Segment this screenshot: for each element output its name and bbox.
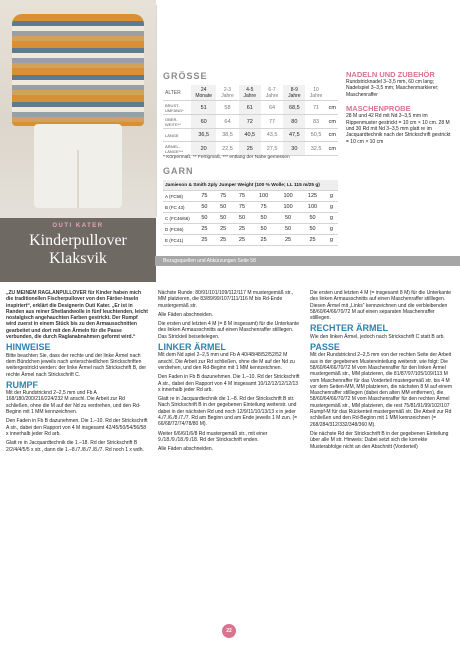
row-label: ÄRMEL-LÄNGE***	[163, 142, 191, 156]
row-label: E (FC41)	[163, 235, 195, 246]
unit-col	[327, 85, 338, 101]
table-cell: 25	[300, 235, 324, 246]
reference-bar: Bezugsquellen und Abkürzungen Seite 58	[155, 256, 460, 266]
size-col-4: 6-7 Jahre	[261, 85, 283, 101]
unit-cell: cm	[327, 129, 338, 142]
text-column-2	[158, 290, 300, 456]
materials-column	[346, 70, 454, 145]
table-cell: 50	[214, 213, 233, 224]
unit-cell: g	[325, 235, 338, 246]
table-cell: 27,5	[261, 142, 283, 156]
linker-aermel-heading: LINKER ÄRMEL	[158, 342, 226, 353]
groesse-heading: GRÖSSE	[163, 71, 208, 81]
table-cell: 60	[191, 115, 216, 129]
table-cell: 72	[239, 115, 261, 129]
text-column-1	[6, 290, 148, 456]
sweater-photo	[0, 0, 156, 218]
size-col-5: 8-9 Jahre	[283, 85, 305, 101]
table-cell: 25	[214, 235, 233, 246]
size-footnote: * Körpermaß, ** Fertigmaß, *** entlang der Nahe gemessen	[163, 155, 290, 160]
table-cell: 50	[276, 224, 300, 235]
row-label: OBER-WEITE**	[163, 115, 191, 129]
table-row	[163, 115, 338, 129]
paragraph: Glatt re in Jacquardtechnik die 1.–8. Rd der Strickschrift B str. Nach Strickschrift B in der gegebenen Einteilung weiterstr. und dabei in der nächsten Rd und noch 12/9/11/10/13/13 x in jeder 4./7./6./8./7./7. Rd am Beginn und am Ende jeweils 1 M zun. (= 66/68/72/74/78/80 M).	[158, 396, 298, 428]
table-cell: 30	[283, 142, 305, 156]
table-cell: 50	[300, 213, 324, 224]
table-cell: 68,5	[283, 101, 305, 115]
paragraph: Den Faden in Fb B dazunehmen. Die 1.–10. Rd der Strickschrift A str., dabei den Rapport von 4 M insgesamt 42/45/50/54/56/58 x innerhalb jeder Rd arb.	[6, 418, 148, 437]
table-cell: 50	[195, 202, 214, 213]
text-column-3	[310, 290, 454, 453]
table-cell: 71	[305, 101, 326, 115]
sweater-image	[12, 14, 144, 126]
table-row	[163, 101, 338, 115]
table-cell: 75	[214, 191, 233, 202]
table-cell: 80	[283, 115, 305, 129]
pattern-title	[0, 232, 156, 268]
paragraph: Alle Fäden abschneiden.	[158, 446, 214, 453]
table-cell: 25	[195, 235, 214, 246]
yarn-table	[163, 180, 338, 246]
unit-cell: cm	[327, 101, 338, 115]
yarn-name-row	[163, 180, 338, 191]
unit-cell: cm	[327, 142, 338, 156]
unit-cell: g	[325, 224, 338, 235]
title-line-1: Kinderpullover	[29, 232, 127, 249]
table-cell: 50	[195, 213, 214, 224]
table-cell: 51	[191, 101, 216, 115]
row-label: LÄNGE	[163, 129, 191, 142]
unit-cell: cm	[327, 115, 338, 129]
table-row	[163, 191, 338, 202]
table-cell: 77	[261, 115, 283, 129]
table-cell: 100	[300, 202, 324, 213]
table-cell: 50	[251, 213, 275, 224]
table-cell: 25	[233, 235, 252, 246]
size-table-header	[163, 85, 338, 101]
table-cell: 50	[276, 213, 300, 224]
title-line-2: Klaksvik	[49, 250, 107, 267]
table-cell: 58	[216, 101, 238, 115]
size-col-3: 4-5 Jahre	[239, 85, 261, 101]
paragraph: Mit der Rundstricknd 2–2,5 mm von der rechten Seite der Arbeit aus in der gegebenen Mustereinteilung weiterstr. wie folgt: Die 58/60/64/66/70/72 M vom Maschenraffer für den linken Ärmel mustergemäß str., MM platzieren, die 81/87/97/105/109/113 M vom Maschenraffer für das Vorderteil mustergemäß str. bis 4 M vor dem Seiten-MM, MM platzieren, die nächsten 8 M auf einem Maschenraffer stilllegen (dabei den alten MM entfernen), die 58/60/64/66/70/72 M vom Maschenraffer für den rechten Ärmel mustergemäß str., MM platzieren, die rest 75/81/91/99/102/107 Rumpf-M für das Rückenteil mustergemäß str. Die Arbeit zur Rd schließen und den Rd-Beginn mit 1 MM kennzeichnen (= 268/284/312/332/348/360 M).	[310, 352, 453, 428]
table-cell: 100	[276, 191, 300, 202]
table-cell: 100	[251, 191, 275, 202]
row-label: B (FC 43)	[163, 202, 195, 213]
table-cell: 50	[251, 224, 275, 235]
pants-leg-divider	[77, 150, 79, 208]
nadeln-text: Rundstricknadel 3–3,5 mm, 60 cm lang; Nadelspiel 3–3,5 mm; Maschenmarkierer; Maschenraffer	[346, 79, 439, 98]
maschenprobe-heading: MASCHENPROBE	[346, 104, 411, 114]
table-cell: 75	[195, 191, 214, 202]
table-cell: 43,5	[261, 129, 283, 142]
intro-paragraph: „ZU MEINEM RAGLANPULLOVER für Kinder haben mich die traditionellen Fischerpullover von den Färöer-Inseln inspiriert“, erklärt die Designerin Outi Kater. „Er ist in Randen aus reiner Shetlandwolle in fünf leuchtenden, leicht nostalgisch angehauchten Farben gestrickt. Der Rumpf wird zuerst in einem Stück bis zu den Armausschnitten gearbeitet und dort mit den Ärmeln für die Passe verbunden, die durch Raglanabnahmen geformt wird.“	[6, 290, 148, 341]
table-cell: 64	[216, 115, 238, 129]
passe-heading: PASSE	[310, 342, 340, 353]
size-col-1: 24 Monate	[191, 85, 216, 101]
table-cell: 75	[233, 202, 252, 213]
size-table	[163, 85, 338, 156]
garn-heading: GARN	[163, 166, 194, 176]
table-row	[163, 224, 338, 235]
designer-name: OUTI KATER	[52, 223, 104, 229]
table-cell: 100	[276, 202, 300, 213]
size-col-2: 2-3 Jahre	[216, 85, 238, 101]
size-col-6: 10 Jahre	[305, 85, 326, 101]
table-cell: 83	[305, 115, 326, 129]
paragraph: Die nächste Rd der Strickschrift B in der gegebenen Einteilung über alle M str. Hinweis: Dabei setzt sich die korrekte Musterabfolge nicht an den Abschnitt (Vorderteil)	[310, 430, 449, 450]
rumpf-heading: RUMPF	[6, 379, 38, 390]
row-label: A (FC58)	[163, 191, 195, 202]
table-cell: 75	[251, 202, 275, 213]
yarn-name: Jamieson & Smith 2ply Jumper Weight (100 % Wolle; LL 115 m/25 g)	[163, 180, 338, 191]
table-cell: 75	[233, 191, 252, 202]
table-cell: 36,5	[191, 129, 216, 142]
table-cell: 25	[195, 224, 214, 235]
rechter-aermel-heading: RECHTER ÄRMEL	[310, 323, 388, 334]
row-label: BRUST-UMFANG*	[163, 101, 191, 115]
paragraph: Die ersten und letzten 4 M (= 8 M insgesamt) für die Unterkante des linken Armausschnitts auf einen Maschenraffer stilllegen. Das Strickteil beiseitelegen.	[158, 321, 300, 340]
hinweise-heading: HINWEISE	[6, 342, 51, 353]
table-cell: 20	[191, 142, 216, 156]
paragraph: Mit dem Nd spiel 2–2,5 mm und Fb A 40/48/48/52/52/52 M anschl. Die Arbeit zur Rd schließen, ohne die M auf der Nd zu verdrehen, und den Rd-Beginn mit 1 MM kennzeichnen.	[158, 352, 295, 371]
column-divider	[156, 5, 157, 217]
table-cell: 50	[214, 202, 233, 213]
unit-cell: g	[325, 202, 338, 213]
paragraph: Weiter 6/6/6/1/6/8 Rd mustergemäß str., mit einer 9./18./9./18./9./18. Rd der Strickschrift enden.	[158, 430, 268, 443]
table-row	[163, 213, 338, 224]
title-box	[0, 218, 156, 282]
table-row	[163, 235, 338, 246]
paragraph: Alle Fäden abschneiden.	[158, 311, 214, 318]
table-cell: 22,5	[216, 142, 238, 156]
table-cell: 61	[239, 101, 261, 115]
table-cell: 50	[233, 213, 252, 224]
age-label: ALTER	[163, 85, 191, 101]
unit-cell: g	[325, 191, 338, 202]
nadeln-heading: NADELN UND ZUBEHÖR	[346, 70, 435, 79]
paragraph: Glatt re in Jacquardtechnik die 1.–18. Rd der Strickschrift B 2/2/4/4/5/5 x str., dann die 1.–8./7./8./7./8./7. Rd noch 1 x wdh.	[6, 440, 144, 453]
table-cell: 32,5	[305, 142, 326, 156]
maschenprobe-text: 28 M und 42 Rd mit Nd 3–3,5 mm im Rippenmuster gestrickt = 10 cm × 10 cm. 28 M und 30 Rd mit Nd 3–3,5 mm glatt re im Jacquardtechnik nach der Strickschrift gestrickt = 10 cm × 10 cm	[346, 113, 451, 145]
paragraph: Mit der Rundstricknd 2–2,5 mm und Fb A 168/180/200/216/224/232 M anschl. Die Arbeit zur Rd schließen, ohne die M auf der Nd zu verdrehen, und den Rd-Beginn mit 1 MM kennzeichnen.	[6, 390, 141, 416]
row-label: C (FC46/66)	[163, 213, 195, 224]
table-cell: 50,5	[305, 129, 326, 142]
paragraph: Wie den linken Ärmel, jedoch nach Strickschrift C statt B arb.	[310, 333, 445, 340]
page-number: 22	[222, 624, 236, 638]
table-cell: 25	[214, 224, 233, 235]
paragraph: Nächste Runde: 80/91/101/109/112/117 M mustergemäß str., MM platzieren, die 83/89/99/107/111/116 M bis Rd-Ende mustergemäß str.	[158, 290, 294, 309]
table-cell: 25	[276, 235, 300, 246]
row-label: D (FC65)	[163, 224, 195, 235]
table-cell: 47,5	[283, 129, 305, 142]
table-row	[163, 129, 338, 142]
table-cell: 25	[239, 142, 261, 156]
table-cell: 40,5	[239, 129, 261, 142]
table-cell: 64	[261, 101, 283, 115]
table-row	[163, 202, 338, 213]
table-cell: 125	[300, 191, 324, 202]
table-cell: 38,5	[216, 129, 238, 142]
paragraph: Den Faden in Fb B dazunehmen. Die 1.–10. Rd der Strickschrift A str., dabei den Rapport von 4 M insgesamt 10/12/12/12/12/13 x innerhalb jeder Rd arb.	[158, 374, 300, 393]
paragraph: Die ersten und letzten 4 M (= insgesamt 8 M) für die Unterkante des linken Armausschnitts auf einen Maschenraffer stilllegen. Diesen Ärmel mit „Links“ kennzeichnen und die verbleibenden 58/60/64/66/70/72 M auf einen separaten Maschenraffer stilllegen.	[310, 290, 452, 322]
table-cell: 25	[251, 235, 275, 246]
table-cell: 25	[233, 224, 252, 235]
table-cell: 50	[300, 224, 324, 235]
table-row	[163, 142, 338, 156]
paragraph: Bitte beachten Sie, dass der rechte und der linke Ärmel nach dem Bündchen jeweils nach unterschiedlichen Strickschriften weitergestrickt werden: der linke Ärmel nach Strickschrift B, der rechte Ärmel nach Strickschrift C.	[6, 352, 147, 378]
unit-cell: g	[325, 213, 338, 224]
